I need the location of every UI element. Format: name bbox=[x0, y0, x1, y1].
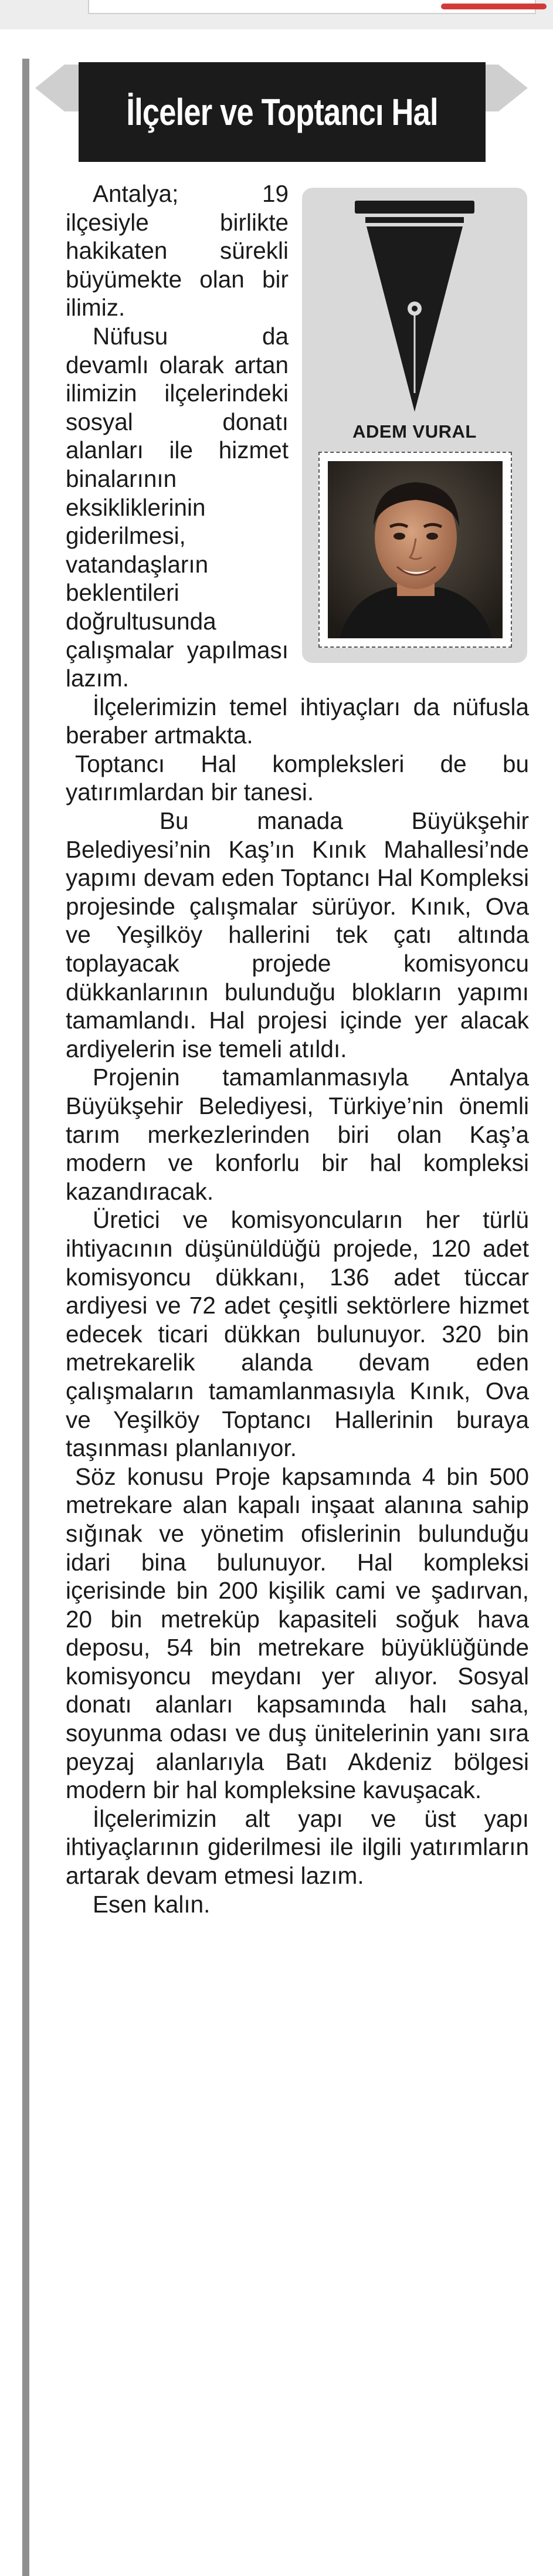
paragraph-2: Nüfusu da devamlı olarak artan ilimizin ilçelerindeki sosyal donatı alanları ile hizmet binalarının eksikliklerinin giderilmesi, vatandaşların beklentileri doğrultusunda çalışmalar yapılması lazım. bbox=[66, 322, 289, 692]
paragraph-3: İlçelerimizin temel ihtiyaçları da nüfusla beraber artmakta. bbox=[66, 693, 529, 749]
paragraph-8: Söz konusu Proje kapsamında 4 bin 500 metrekare alan kapalı inşaat alanına sahip sığınak ve yönetim ofislerinin bulunduğu idari bina bulunuyor. Hal kompleksi içerisinde bin 200 kişilik cami ve şadırvan, 20 bin metreküp kapasiteli soğuk hava deposu, 54 bin metrekare büyüklüğünde komisyoncu meydanı yer alıyor. Sosyal donatı alanları kapsamında halı saha, soyunma odası ve duş ünitelerinin yanı sıra peyzaj alanlarıyla Batı Akdeniz bölgesi modern bir hal kompleksine kavuşacak. bbox=[66, 1463, 529, 1804]
column-rule bbox=[22, 59, 29, 2576]
author-name: ADEM VURAL bbox=[352, 421, 477, 442]
paragraph-9: İlçelerimizin alt yapı ve üst yapı ihtiyaçlarının giderilmesi ile ilgili yatırımların artarak devam etmesi lazım. bbox=[66, 1805, 529, 1890]
header-banner bbox=[79, 62, 486, 162]
paragraph-6: Projenin tamamlanmasıyla Antalya Büyükşehir Belediyesi, Türkiye’nin önemli tarım merkezlerinden biri olan Kaş’a modern ve konforlu bir hal kompleksi kazandıracak. bbox=[66, 1064, 529, 1205]
page-title: İlçeler ve Toptancı Hal bbox=[126, 91, 438, 133]
paragraph-10: Esen kalın. bbox=[93, 1890, 211, 1918]
paragraph-4: Toptancı Hal kompleksleri de bu yatırımlardan bir tanesi. bbox=[66, 750, 529, 806]
previous-article-accent bbox=[441, 4, 547, 9]
paragraph-1: Antalya; 19 ilçesiyle birlikte hakikaten sürekli büyümekte olan bir ilimiz. bbox=[66, 180, 289, 321]
paragraph-7: Üretici ve komisyoncuların her türlü ihtiyacının düşünüldüğü projede, 120 adet komisyoncu dükkanı, 136 adet tüccar ardiyesi ve 72 adet çeşitli sektörlere hizmet edecek ticari dükkan bulunuyor. 320 bin metrekarelik alanda devam eden çalışmaların tamamlanmasıyla Kınık, Ova ve Yeşilköy Toptancı Hallerinin buraya taşınması planlanıyor. bbox=[66, 1206, 529, 1462]
previous-article-fragment bbox=[0, 0, 553, 29]
previous-article-frame bbox=[88, 0, 536, 14]
article-body bbox=[66, 180, 529, 1918]
paragraph-5: Bu manada Büyükşehir Belediyesi’nin Kaş’ın Kınık Mahallesi’nde yapımı devam eden Toptancı Hal Kompleksi projesinde çalışmalar sürüyor. Kınık, Ova ve Yeşilköy hallerini tek çatı altında toplayacak projede komisyoncu dükkanlarının bulunduğu blokların yapımı tamamlandı. Hal projesi içinde yer alacak ardiyelerin ise temeli atıldı. bbox=[66, 807, 529, 1062]
